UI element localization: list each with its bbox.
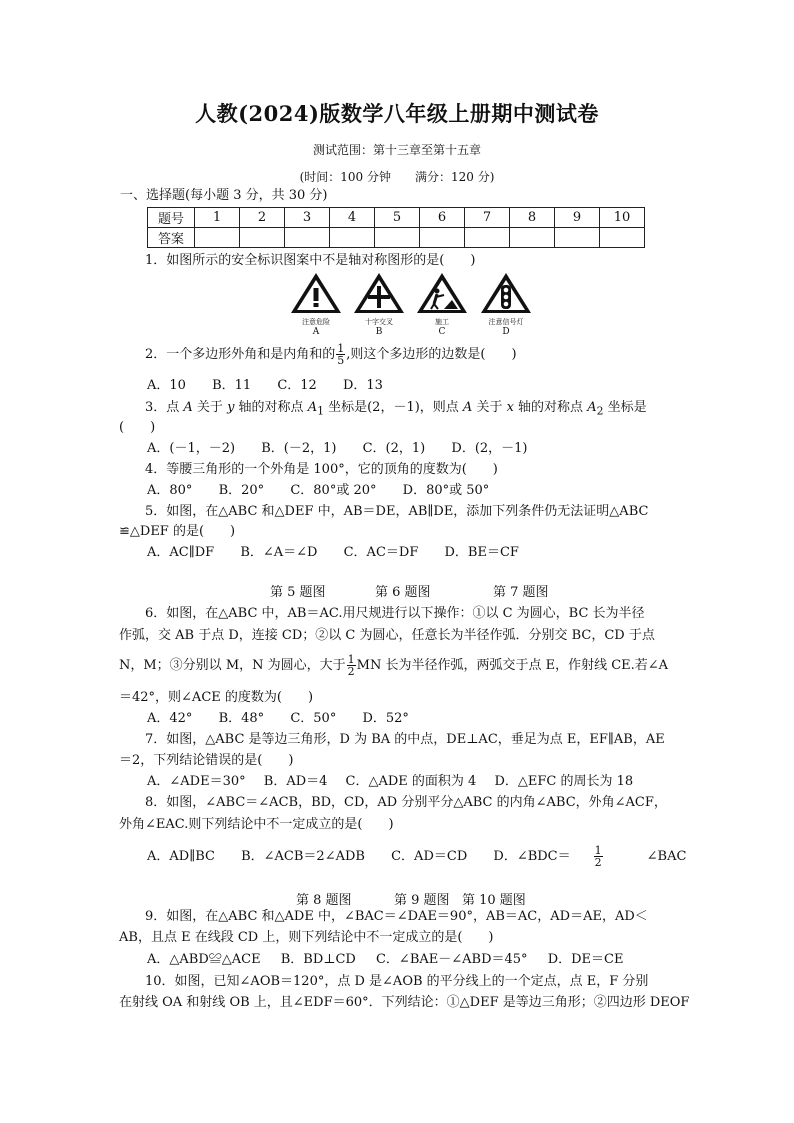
question-5-cont: ≌△DEF 的是( ) [119, 524, 236, 539]
question-9-cont: AB，且点 E 在线段 CD 上，则下列结论中不一定成立的是( ) [119, 930, 494, 945]
figure-label-7: 第 7 题图 [493, 585, 549, 600]
question-number: 5 [375, 208, 420, 228]
table-row-label: 题号 [148, 208, 195, 228]
fraction-numerator: 1 [337, 342, 345, 355]
option-d[interactable]: D．BE＝CF [444, 545, 519, 560]
question-7: 7．如图，△ABC 是等边三角形，D 为 BA 的中点，DE⊥AC，垂足为点 E，EF∥AB，AE [145, 732, 665, 747]
table-row [148, 208, 645, 228]
question-6-cont: ＝42°，则∠ACE 的度数为( ) [119, 690, 314, 705]
question-8-cont: 外角∠EAC.则下列结论中不一定成立的是( ) [119, 817, 394, 832]
fraction [336, 343, 345, 366]
option-letter: B [375, 327, 383, 337]
option-c[interactable]: C．80°或 20° [290, 483, 377, 498]
math-var: A [183, 400, 193, 415]
question-2 [145, 343, 517, 366]
question-text: 轴的对称点 [234, 400, 308, 415]
fraction-denominator: 5 [337, 354, 345, 367]
option-c[interactable]: C．12 [277, 378, 317, 393]
math-var: A [587, 400, 597, 415]
figure-label-9: 第 9 题图 [394, 893, 450, 908]
question-8: 8．如图，∠ABC＝∠ACB，BD，CD，AD 分别平分△ABC 的内角∠ABC，外角∠ACF， [145, 795, 667, 810]
answer-cell[interactable] [420, 228, 465, 248]
question-number: 2 [240, 208, 285, 228]
answer-cell[interactable] [240, 228, 285, 248]
question-number: 7 [465, 208, 510, 228]
math-var: A [462, 400, 473, 415]
question-text: 坐标是(2，－1)，则点 [323, 400, 463, 415]
figure-label-5: 第 5 题图 [270, 585, 326, 600]
question-text: 关于 [192, 400, 228, 415]
option-b[interactable]: B．(－2，1) [261, 441, 337, 456]
question-6: 6．如图，在△ABC 中，AB＝AC.用尺规进行以下操作：①以 C 为圆心，BC 长为半径 [145, 606, 645, 621]
question-6-cont [119, 654, 668, 677]
question-text: 坐标是 [603, 400, 647, 415]
subscript: 2 [596, 404, 604, 418]
time-and-score: (时间：100 分钟 满分：120 分) [299, 170, 495, 184]
option-letter: D [502, 327, 510, 337]
question-text: ,则这个多边形的边数是( ) [346, 347, 517, 362]
q2-options [147, 376, 405, 396]
math-var: x [506, 400, 514, 415]
option-a[interactable]: A．∠ADE＝30° [147, 774, 246, 789]
figure-label-8: 第 8 题图 [296, 893, 352, 908]
q7-options [147, 772, 655, 792]
option-d[interactable]: D．80°或 50° [402, 483, 490, 498]
answer-cell[interactable] [285, 228, 330, 248]
sign-option-c [414, 272, 470, 337]
question-4: 4．等腰三角形的一个外角是 100°，它的顶角的度数为( ) [145, 462, 498, 477]
option-d[interactable]: D．DE＝CE [547, 952, 624, 967]
question-text: MN 长为半径作弧，两弧交于点 E，作射线 CE.若∠A [356, 658, 669, 673]
question-10-cont: 在射线 OA 和射线 OB 上，且∠EDF＝60°．下列结论：①△DEF 是等边三角形；②四边形 DEOF [119, 995, 690, 1010]
option-c[interactable]: C．△ADE 的面积为 4 [345, 774, 477, 789]
sign-caption: 注意信号灯 [488, 318, 524, 326]
fraction [347, 654, 356, 677]
question-text: 轴的对称点 [513, 400, 588, 415]
answer-cell[interactable] [510, 228, 555, 248]
fraction-numerator: 1 [347, 653, 355, 666]
question-text: 关于 [472, 400, 507, 415]
answer-cell[interactable] [465, 228, 510, 248]
figure-label-10: 第 10 题图 [462, 893, 526, 908]
option-c[interactable]: C．50° [290, 711, 337, 726]
q6-options [147, 709, 431, 729]
fraction-numerator: 1 [594, 844, 602, 857]
question-6-cont: 作弧，交 AB 于点 D，连接 CD；②以 C 为圆心，任意长为半径作弧．分别交 BC，CD 于点 [119, 628, 655, 643]
option-c[interactable]: C．(2，1) [362, 441, 426, 456]
figure-label-6: 第 6 题图 [375, 585, 431, 600]
fraction-denominator: 2 [594, 856, 602, 869]
question-number: 4 [330, 208, 375, 228]
question-5: 5．如图，在△ABC 和△DEF 中，AB＝DE，AB∥DE，添加下列条件仍无法证明△ABC [145, 504, 649, 519]
sign-option-b [351, 272, 407, 337]
option-b[interactable]: B．BD⊥CD [280, 952, 356, 967]
option-a[interactable]: A．(－1，－2) [147, 441, 236, 456]
option-a[interactable]: A．△ABD≌△ACE [147, 952, 261, 967]
page-title: 人教(2024)版数学八年级上册期中测试卷 [195, 101, 599, 126]
q4-options [147, 481, 511, 501]
answer-cell[interactable] [600, 228, 645, 248]
q5-options [147, 543, 541, 563]
q8-options [147, 845, 730, 868]
math-var: y [227, 400, 235, 415]
answer-cell[interactable] [195, 228, 240, 248]
option-a[interactable]: A．AD∥BC [147, 849, 215, 864]
question-text: 3．点 [145, 400, 184, 415]
question-1: 1．如图所示的安全标识图案中不是轴对称图形的是( ) [145, 253, 476, 268]
question-text: 2．一个多边形外角和是内角和的 [145, 347, 336, 362]
warning-exclamation-icon [290, 272, 342, 314]
answer-cell[interactable] [555, 228, 600, 248]
question-3-cont: ( ) [119, 420, 156, 435]
question-10: 10．如图，已知∠AOB＝120°，点 D 是∠AOB 的平分线上的一个定点，点 E，F 分别 [145, 974, 649, 989]
q9-options [147, 950, 645, 970]
option-b[interactable]: B．11 [212, 378, 252, 393]
option-a[interactable]: A．AC∥DF [147, 545, 215, 560]
option-c[interactable]: C．AD＝CD [391, 849, 468, 864]
sign-option-a [288, 272, 344, 337]
math-var: A [307, 400, 318, 415]
option-d[interactable]: D．△EFC 的周长为 18 [494, 774, 634, 789]
answer-cell[interactable] [330, 228, 375, 248]
option-c[interactable]: C．∠BAE－∠ABD＝45° [375, 952, 528, 967]
option-letter: C [438, 327, 446, 337]
question-3 [145, 398, 647, 422]
option-b[interactable]: B．∠A＝∠D [240, 545, 318, 560]
question-number: 3 [285, 208, 330, 228]
q3-options [147, 439, 550, 459]
question-number: 9 [555, 208, 600, 228]
option-a[interactable]: A．42° [147, 711, 193, 726]
table-row [148, 228, 645, 248]
sign-option-d [478, 272, 534, 337]
option-d[interactable]: D．(2，－1) [451, 441, 528, 456]
question-text: N，M；③分别以 M，N 为圆心，大于 [119, 658, 346, 673]
subscript: 1 [317, 404, 324, 418]
test-scope: 测试范围：第十三章至第十五章 [312, 143, 481, 157]
construction-worker-icon [416, 272, 468, 314]
option-b[interactable]: B．AD＝4 [263, 774, 328, 789]
question-number: 8 [510, 208, 555, 228]
question-number: 10 [600, 208, 645, 228]
question-number: 1 [195, 208, 240, 228]
table-row-label: 答案 [148, 228, 195, 248]
option-d[interactable]: D．13 [342, 378, 383, 393]
sign-caption: 注意危险 [302, 318, 330, 326]
option-d[interactable] [493, 844, 708, 869]
sign-caption: 十字交叉 [365, 318, 393, 326]
option-c[interactable]: C．AC＝DF [343, 545, 419, 560]
question-number: 6 [420, 208, 465, 228]
fraction-denominator: 2 [347, 665, 355, 678]
crossroad-icon [353, 272, 405, 314]
option-a[interactable]: A．80° [147, 483, 193, 498]
section-heading: 一、选择题(每小题 3 分，共 30 分) [120, 188, 328, 203]
answer-table [147, 207, 645, 248]
option-b[interactable]: B．20° [218, 483, 265, 498]
option-b[interactable]: B．∠ACB＝2∠ADB [241, 849, 365, 864]
traffic-light-icon [480, 272, 532, 314]
option-d[interactable]: D．52° [362, 711, 409, 726]
option-text: D．∠BDC＝ [493, 849, 571, 864]
option-text: ∠BAC [646, 849, 687, 864]
option-b[interactable]: B．48° [218, 711, 265, 726]
answer-cell[interactable] [375, 228, 420, 248]
question-7-cont: ＝2，下列结论错误的是( ) [119, 753, 294, 768]
option-letter: A [312, 327, 320, 337]
fraction [594, 845, 625, 868]
sign-caption: 施工 [435, 318, 449, 326]
option-a[interactable]: A．10 [147, 378, 186, 393]
question-9: 9．如图，在△ABC 和△ADE 中，∠BAC＝∠DAE＝90°，AB＝AC，AD＝AE，AD＜ [145, 909, 648, 924]
